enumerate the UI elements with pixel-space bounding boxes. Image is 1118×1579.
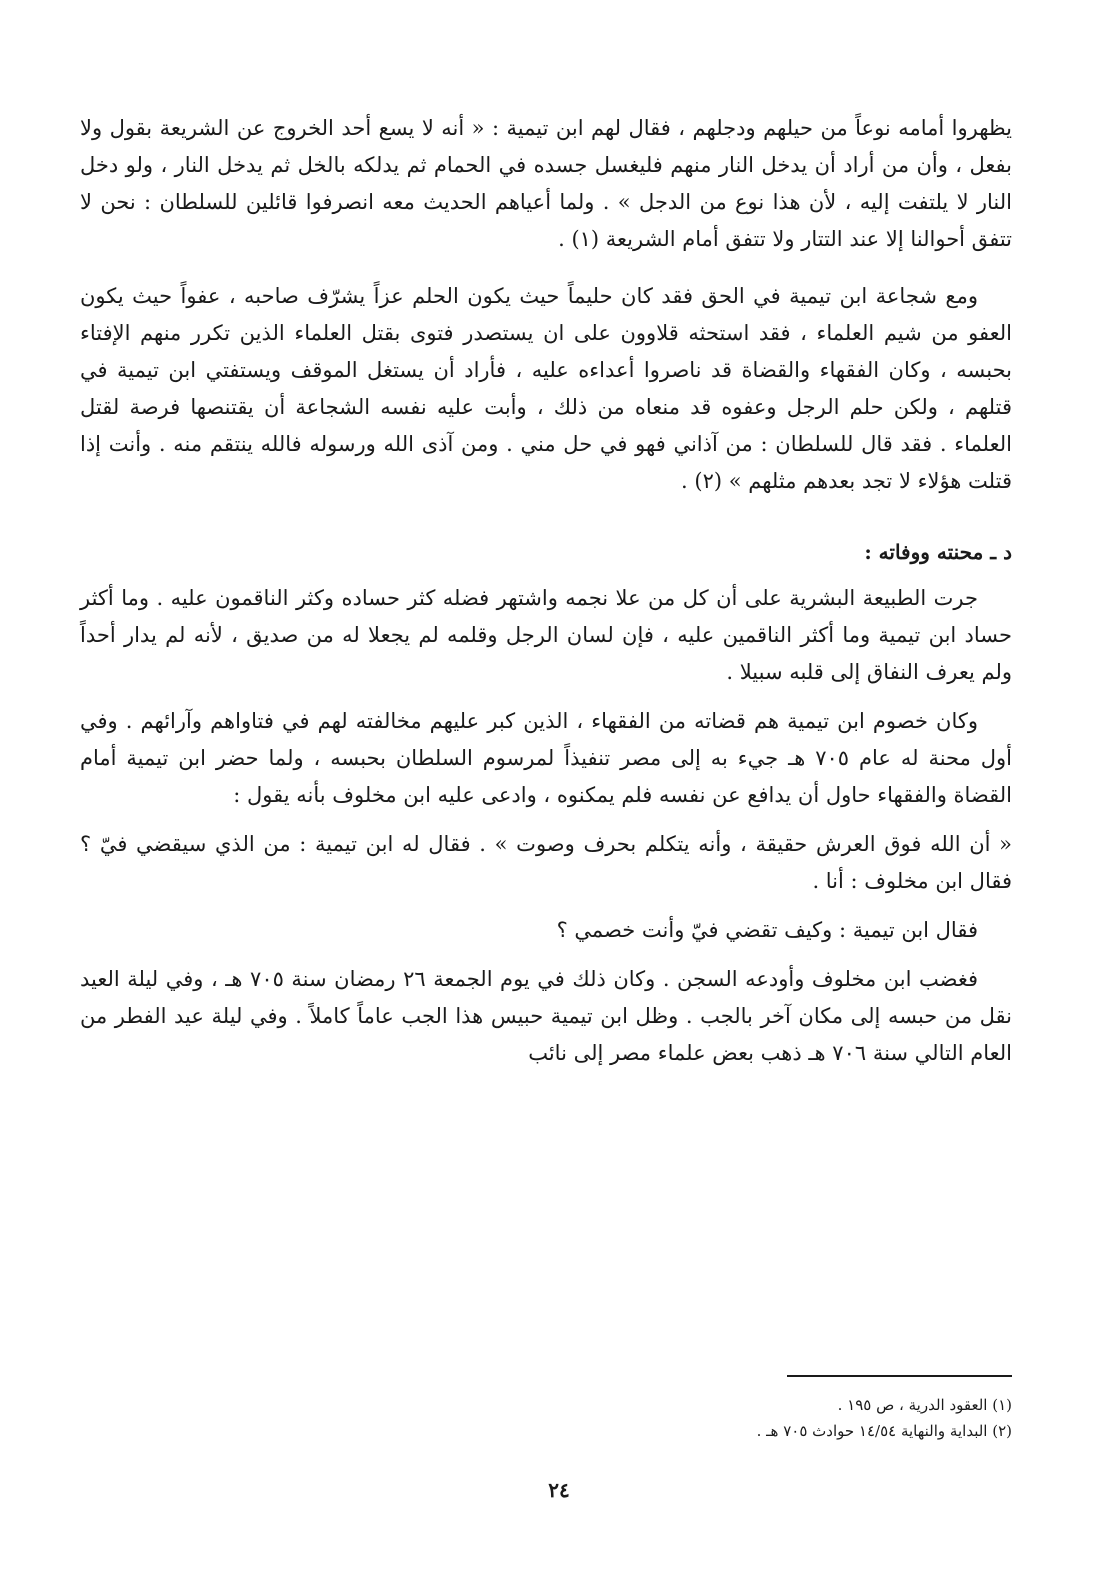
footnote-2: (٢) البداية والنهاية ١٤/٥٤ حوادث ٧٠٥ هـ . [756, 1422, 1012, 1440]
footnotes [412, 1392, 1012, 1444]
footnote-divider [787, 1375, 1012, 1377]
paragraph-3: جرت الطبيعة البشرية على أن كل من علا نجمه واشتهر فضله كثر حساده وكثر الناقمون عليه . وما أكثر حساد ابن تيمية وما أكثر الناقمين عليه ، فإن لسان الرجل وقلمه لم يجعلا له من صديق ، لأنه لم يدار أحداً ولم يعرف النفاق إلى قلبه سبيلا . [80, 586, 1012, 684]
paragraph-4: وكان خصوم ابن تيمية هم قضاته من الفقهاء ، الذين كبر عليهم مخالفته لهم في فتاواهم وآرائهم . وفي أول محنة له عام ٧٠٥ هـ جيء به إلى مصر تنفيذاً لمرسوم السلطان بحبسه ، ولما حضر ابن تيمية أمام القضاة والفقهاء حاول أن يدافع عن نفسه فلم يمكنوه ، وادعى عليه ابن مخلوف بأنه يقول : [80, 709, 1012, 807]
paragraph-7: فغضب ابن مخلوف وأودعه السجن . وكان ذلك في يوم الجمعة ٢٦ رمضان سنة ٧٠٥ هـ ، وفي ليلة العيد نقل من حبسه إلى مكان آخر بالجب . وظل ابن تيمية حبيس هذا الجب عاماً كاملاً . وفي ليلة عيد الفطر من العام التالي سنة ٧٠٦ هـ ذهب بعض علماء مصر إلى نائب [80, 967, 1012, 1065]
paragraph-5: « أن الله فوق العرش حقيقة ، وأنه يتكلم بحرف وصوت » . فقال له ابن تيمية : من الذي سيقضي فيّ ؟ فقال ابن مخلوف : أنا . [80, 832, 1012, 893]
section-heading: د ـ محنته ووفاته : [864, 540, 1012, 564]
paragraph-6: فقال ابن تيمية : وكيف تقضي فيّ وأنت خصمي ؟ [556, 918, 978, 942]
page-body [80, 110, 1012, 1084]
paragraph-2: ومع شجاعة ابن تيمية في الحق فقد كان حليماً حيث يكون الحلم عزاً يشرّف صاحبه ، عفواً حيث يكون العفو من شيم العلماء ، فقد استحثه قلاوون على ان يستصدر فتوى بقتل العلماء الذين تكرر منهم الإفتاء بحبسه ، وكان الفقهاء والقضاة قد ناصروا أعداءه عليه ، فأراد أن يستغل الموقف ويستفتي ابن تيمية في قتلهم ، ولكن حلم الرجل وعفوه قد منعاه من ذلك ، وأبت عليه نفسه الشجاعة أن يقتنصها فرصة لقتل العلماء . فقد قال للسلطان : من آذاني فهو في حل مني . ومن آذى الله ورسوله فالله ينتقم منه . وأنت إذا قتلت هؤلاء لا تجد بعدهم مثلهم » (٢) . [80, 284, 1012, 493]
paragraph-1: يظهروا أمامه نوعاً من حيلهم ودجلهم ، فقال لهم ابن تيمية : « أنه لا يسع أحد الخروج عن الشريعة بقول ولا بفعل ، وأن من أراد أن يدخل النار منهم فليغسل جسده في الحمام ثم يدلكه بالخل ثم يدخل النار ، ولو دخل النار لا يلتفت إليه ، لأن هذا نوع من الدجل » . ولما أعياهم الحديث معه انصرفوا قائلين للسلطان : نحن لا تتفق أحوالنا إلا عند التتار ولا تتفق أمام الشريعة (١) . [80, 116, 1013, 251]
footnote-1: (١) العقود الدرية ، ص ١٩٥ . [837, 1396, 1012, 1414]
page-number: ٢٤ [548, 1478, 570, 1502]
